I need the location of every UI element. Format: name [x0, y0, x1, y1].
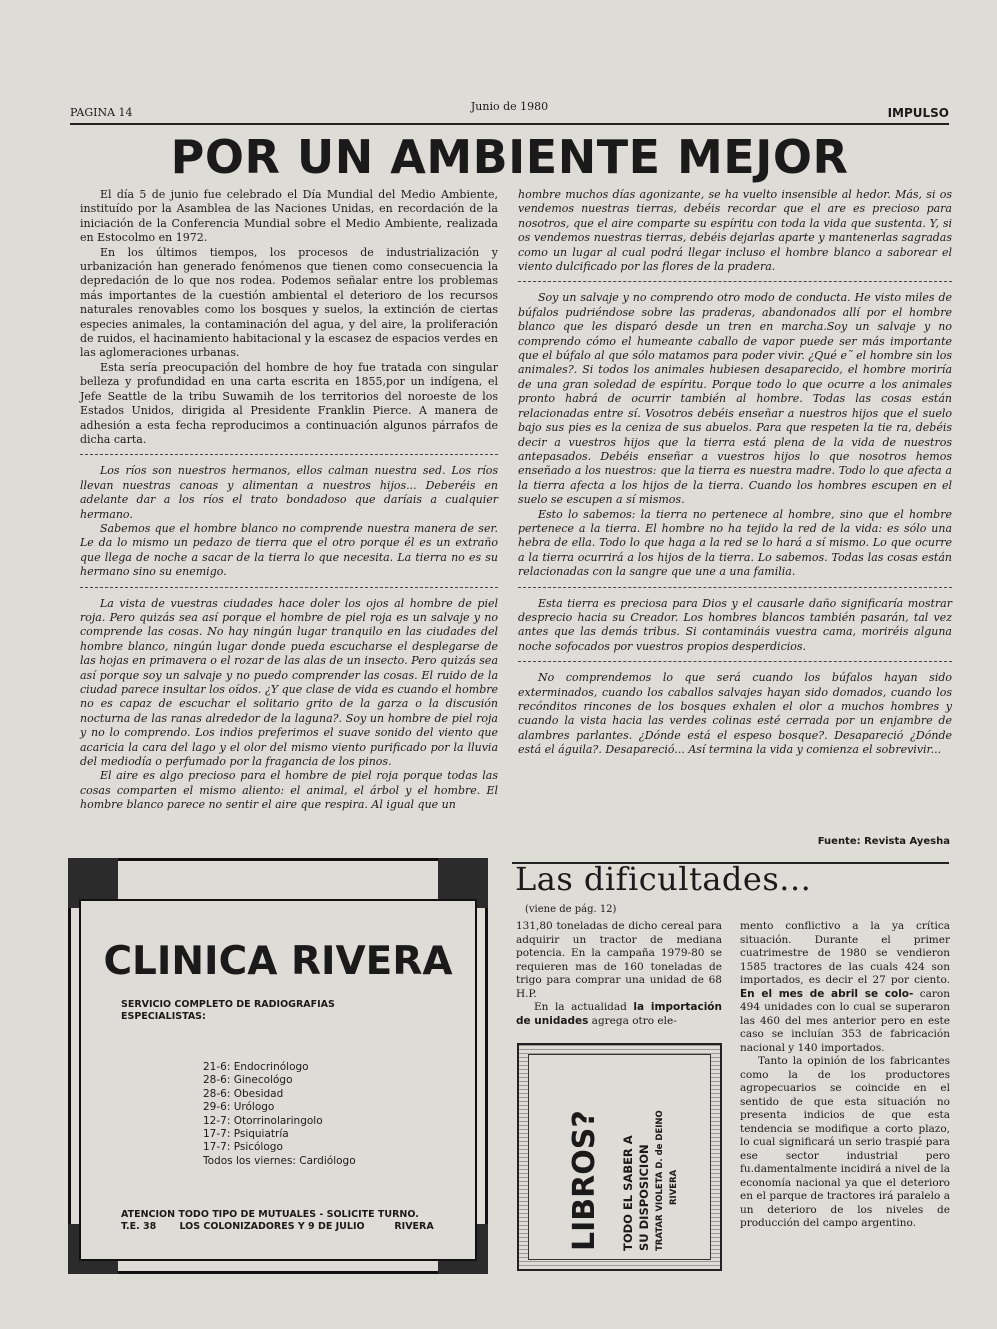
article2-paragraph — [740, 920, 950, 1055]
header-rule — [70, 123, 949, 125]
attention-line: ATENCION TODO TIPO DE MUTUALES - SOLICITE TURNO. — [121, 1209, 419, 1220]
clinic-advertisement — [68, 858, 488, 1274]
letter-paragraph: Sabemos que el hombre blanco no comprende nuestra manera de ser. Le da lo mismo un pedazo de tierra que el otro porque él es un extraño que llega de noche a sacar de la tierra lo que necesita. La tierra no es su hermano sino su enemigo. — [80, 521, 498, 579]
letter-excerpt — [518, 671, 952, 757]
letter-excerpt — [80, 597, 498, 813]
ad-inner-frame — [79, 899, 477, 1261]
services-line: SERVICIO COMPLETO DE RADIOGRAFIAS — [121, 999, 335, 1010]
letter-paragraph: Los ríos son nuestros hermanos, ellos calman nuestra sed. Los ríos llevan nuestras canoas y alimentan a nuestros hijos... Deberéis en adelante dar a los ríos el trato bondadoso que daríais a cualquier hermano. — [80, 464, 498, 521]
article-column-2 — [518, 188, 952, 758]
clinic-services — [121, 999, 335, 1023]
libros-city: RIVERA — [669, 1169, 679, 1205]
specialist-item: 21-6: Endocrinólogo — [203, 1061, 309, 1073]
letter-paragraph: Esto lo sabemos: la tierra no pertenece al hombre, sino que el hombre pertenece a la tierra. El hombre no ha tejido la red de la vida: es sólo una hebra de ella. Todo lo que haga a la red se lo hará a sí mismo. Lo que ocurre a la tierra ocurrirá a los hijos de la tierra. Lo sabemos. Todas las cosas están relacionadas con la sangre que une a una familia. — [518, 507, 952, 579]
specialists-heading: ESPECIALISTAS: — [121, 1011, 206, 1022]
libros-line: SU DISPOSICION — [637, 1144, 651, 1251]
intro-paragraph: Esta sería preocupación del hombre de hoy fue tratada con singular belleza y profundidad en una carta escrita en 1855,por un indígena, el Jefe Seattle de la tribu Suwamih de los territorios del noroeste de los Estados Unidos, dirigida al Presidente Franklin Pierce. A manera de adhesión a esta fecha reproducimos a continuación algunos párrafos de dicha carta. — [80, 360, 498, 446]
letter-excerpt — [80, 464, 498, 579]
clinic-contact — [121, 1209, 445, 1233]
letter-excerpt — [518, 291, 952, 579]
article-headline: POR UN AMBIENTE MEJOR — [170, 130, 849, 184]
dotted-divider — [80, 454, 498, 455]
letter-paragraph: El aire es algo precioso para el hombre de piel roja porque todas las cosas comparten el mismo aliento: el animal, el árbol y el hombre. El hombre blanco parece no sentir el aire que respira. Al igual que un — [80, 769, 498, 812]
article2-headline: Las dificultades... — [515, 860, 812, 898]
libros-contact: TRATAR VIOLETA D. de DEINO — [655, 1110, 665, 1251]
article2-column-1 — [516, 920, 722, 1028]
dotted-divider — [518, 587, 952, 588]
letter-paragraph: Esta tierra es preciosa para Dios y el causarle daño significaría mostrar desprecio hacia su Creador. Los hombres blancos también pasarán, tal vez antes que las demás tribus. Si contamináis vuestra cama, moriréis alguna noche sofocados por vuestros propios desperdicios. — [518, 596, 952, 653]
text-span: mento conflictivo a la ya crítica situación. Durante el primer cuatrimestre de 1980 se vendieron 1585 tractores de las cuals 424 son importados, es decir el 27 por ciento. — [740, 920, 950, 986]
issue-date: Junio de 1980 — [470, 100, 549, 113]
specialist-item: 29-6: Urólogo — [203, 1101, 275, 1114]
specialist-item: 17-7: Psiquiatría — [203, 1128, 289, 1141]
letter-paragraph: No comprendemos lo que será cuando los búfalos hayan sido exterminados, cuando los caballos salvajes hayan sido domados, cuando los recónditos rincones de los bosques exhalen el olor a muchos hombres y cuando la vista hacia las verdes colinas esté cerrada por un enjambre de alambres parlantes. ¿Dónde está el espeso bosque?. Desapareció ¿Dónde está el águila?. Desapareció... Así termina la vida y comienza el sobrevivir... — [518, 671, 952, 757]
text-span: caron 494 unidades con lo cual se superaron las 460 del mes anterior pero en este caso se incluían 353 de fabricación nacional y 140 importados. — [740, 987, 950, 1054]
specialist-item: 28-6: Ginecológo — [203, 1074, 293, 1087]
letter-paragraph: Soy un salvaje y no comprendo otro modo de conducta. He visto miles de búfalos pudriéndose sobre las praderas, abandonados allí por el hombre blanco que les disparó desde un tren en marcha.Soy un salvaje y no comprendo cómo el humeante caballo de vapor puede ser más importante que el búfalo al que sólo matamos para poder vivir. ¿Qué e˜ el hombre sin los animales?. Si todos los animales hubiesen desaparecido, el hombre moriría de una gran soledad de espíritu. Porque todo lo que ocurre a los animales pronto habrá de ocurrir también al hombre. Todas las cosas están relacionadas entre sí. Vosotros debéis enseñar a nuestros hijos que el suelo bajo sus pies es la ceniza de sus abuelos. Para que respeten la tie ra, debéis decir a vuestros hijos que la tierra está plena de la vida de nuestros antepasados. Debéis enseñar a vuestros hijos lo que nosotros hemos enseñado a los nuestros: que la tierra es nuestra madre. Todo lo que afecta a la tierra afecta a los hijos de la tierra. Cuando los hombres escupen en el suelo se escupen a sí mismos. — [518, 291, 952, 507]
article2-paragraph: Tanto la opinión de los fabricantes como la de los productores agropecuarios se coincide en el sentido de que esta situación no presenta indicios de que esta tendencia se modifique a corto plazo, lo cual significará un serio traspié para ese sector industrial pero fu.damentalmente incidirá a nivel de la economía nacional ya que el deterioro en el parque de tractores irá paralelo a un deterioro de los niveles de producción del campo argentino. — [740, 1055, 950, 1229]
article-column-1 — [80, 188, 498, 813]
page-header — [70, 100, 949, 122]
text-span: En la actualidad — [534, 1001, 634, 1013]
libros-advertisement — [517, 1043, 722, 1271]
continued-note: (viene de pág. 12) — [525, 904, 617, 915]
libros-frame — [528, 1054, 711, 1260]
specialist-item: 28-6: Obesidad — [203, 1087, 284, 1100]
clinic-address: LOS COLONIZADORES Y 9 DE JULIO — [179, 1221, 365, 1232]
clinic-name: CLINICA RIVERA — [103, 939, 453, 984]
article2-paragraph — [516, 1001, 722, 1028]
letter-paragraph: hombre muchos días agonizante, se ha vuelto insensible al hedor. Más, si os vendemos nuestras tierras, debéis recordar que el are es precioso para nosotros, que el aire comparte su espíritu con toda la vida que sustenta. Y, si os vendemos nuestras tierras, debéis dejarlas aparte y mantenerlas sagradas como un lugar al cual podrá llegar incluso el hombre blanco a saborear el viento dulcificado por las flores de la pradera. — [518, 188, 952, 274]
dotted-divider — [518, 661, 952, 662]
libros-headline: LIBROS? — [567, 1110, 602, 1251]
letter-excerpt — [518, 188, 952, 274]
intro-paragraph: En los últimos tiempos, los procesos de industrialización y urbanización han generado fenómenos que tienen como consecuencia la depredación de lo que nos rodea. Podemos señalar entre los problemas más importantes de la cuestión ambiental el deterioro de los recursos naturales renovables como los bosques y suelos, la extinción de ciertas especies animales, la contaminación del agua, y del aire, la proliferación de ruidos, el hacinamiento habitacional y la escasez de espacios verdes en las aglomeraciones urbanas. — [80, 245, 498, 360]
text-span: agrega otro ele- — [588, 1014, 677, 1027]
publication-name: IMPULSO — [887, 106, 949, 120]
page-number: PAGINA 14 — [70, 106, 133, 119]
letter-excerpt — [518, 597, 952, 655]
clinic-city: RIVERA — [394, 1221, 434, 1232]
contact-line — [121, 1221, 445, 1233]
bold-text-span: En el mes de abril se colo- — [740, 987, 914, 1000]
specialist-item: 17-7: Psicólogo — [203, 1141, 283, 1154]
clinic-phone: T.E. 38 — [121, 1221, 157, 1232]
specialist-item: Todos los viernes: Cardiólogo — [203, 1154, 356, 1167]
dotted-divider — [80, 587, 498, 588]
article2-column-2 — [740, 920, 950, 1231]
article2-paragraph: 131,80 toneladas de dicho cereal para adquirir un tractor de mediana potencia. En la campaña 1979-80 se requieren mas de 160 toneladas de trigo para comprar una unidad de 68 H.P. — [516, 920, 722, 1000]
dotted-divider — [518, 281, 952, 282]
letter-paragraph: La vista de vuestras ciudades hace doler los ojos al hombre de piel roja. Pero quizás sea así porque el hombre de piel roja es un salvaje y no comprende las cosas. No hay ningún lugar tranquilo en las ciudades del hombre blanco, ningún lugar donde pueda escucharse el desplegarse de las hojas en primavera o el rozar de las alas de un insecto. Pero quizás sea así porque soy un salvaje y no puedo comprender las cosas. El ruido de la ciudad parece insultar los oídos. ¿Y que clase de vida es cuando el hombre no es capaz de escuchar el solitario grito de la garza o la discusión nocturna de las ranas alrededor de la laguna?. Soy un hombre de piel roja y no lo comprendo. Los indios preferimos el suave sonido del viento que acaricia la cara del lago y el olor del mismo viento purificado por la lluvia del mediodía o perfumado por la fragancia de los pinos. — [80, 596, 498, 769]
bold-text-span: la importación de unidades — [516, 1001, 722, 1027]
article-source: Fuente: Revista Ayesha — [817, 836, 950, 847]
intro-paragraph: El día 5 de junio fue celebrado el Día Mundial del Medio Ambiente, instituído por la Asamblea de las Naciones Unidas, en recordación de la iniciación de la Conferencia Mundial sobre el Medio Ambiente, realizada en Estocolmo en 1972. — [80, 188, 498, 245]
libros-line: TODO EL SABER A — [621, 1135, 635, 1251]
specialist-item: 12-7: Otorrinolaringolo — [203, 1114, 323, 1127]
specialists-list — [203, 1061, 356, 1168]
